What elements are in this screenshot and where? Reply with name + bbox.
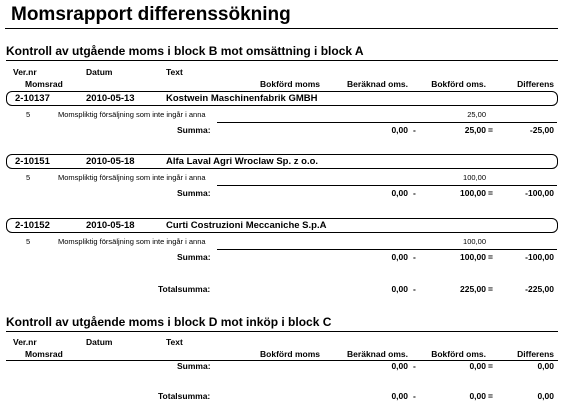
summa-minus: -	[413, 252, 416, 262]
report-title: Momsrapport differenssökning	[11, 4, 291, 25]
voucher-number: 2-10137	[15, 93, 50, 104]
line-bokford-oms: 100,00	[463, 173, 486, 182]
summa-bokford: 0,00	[469, 361, 486, 371]
summa-minus: -	[413, 188, 416, 198]
summa-divider	[217, 249, 557, 250]
summa-label: Summa:	[177, 125, 211, 135]
section-b-divider	[6, 60, 558, 61]
summa-beraknad: 0,00	[391, 188, 408, 198]
line-text: Momspliktig försäljning som inte ingår i anna	[58, 237, 206, 246]
summa-equals: =	[488, 252, 493, 262]
header-momsrad: Momsrad	[25, 349, 63, 359]
header-vernr: Ver.nr	[13, 337, 37, 347]
line-momsrad: 5	[26, 110, 31, 119]
section-d-heading: Kontroll av utgående moms i block D mot inköp i block C	[6, 315, 332, 329]
total-minus: -	[413, 284, 416, 294]
line-bokford-oms: 100,00	[463, 237, 486, 246]
header-beraknad-oms: Beräknad oms.	[347, 349, 408, 359]
total-differens: -225,00	[525, 284, 554, 294]
header-beraknad-oms: Beräknad oms.	[347, 79, 408, 89]
summa-divider	[217, 185, 557, 186]
summa-bokford: 100,00	[460, 188, 486, 198]
total-differens: 0,00	[537, 391, 554, 401]
total-label: Totalsumma:	[158, 391, 211, 401]
voucher-name: Alfa Laval Agri Wroclaw Sp. z o.o.	[166, 156, 319, 167]
summa-beraknad: 0,00	[391, 252, 408, 262]
header-text: Text	[166, 67, 183, 77]
total-label: Totalsumma:	[158, 284, 211, 294]
header-bokford-oms: Bokförd oms.	[431, 349, 486, 359]
header-datum: Datum	[86, 67, 113, 77]
title-divider	[5, 28, 558, 29]
summa-beraknad: 0,00	[391, 361, 408, 371]
header-differens: Differens	[517, 79, 554, 89]
summa-label: Summa:	[177, 252, 211, 262]
voucher-number: 2-10151	[15, 156, 50, 167]
voucher-name: Curti Costruzioni Meccaniche S.p.A	[166, 220, 327, 231]
total-beraknad: 0,00	[391, 284, 408, 294]
line-momsrad: 5	[26, 237, 31, 246]
summa-differens: -100,00	[525, 252, 554, 262]
header-differens: Differens	[517, 349, 554, 359]
summa-equals: =	[488, 125, 493, 135]
total-bokford: 0,00	[469, 391, 486, 401]
header-datum: Datum	[86, 337, 113, 347]
summa-minus: -	[413, 361, 416, 371]
voucher-date: 2010-05-18	[86, 220, 135, 231]
summa-beraknad: 0,00	[391, 125, 408, 135]
header-momsrad: Momsrad	[25, 79, 63, 89]
total-beraknad: 0,00	[391, 391, 408, 401]
summa-differens: -25,00	[529, 125, 554, 135]
summa-divider	[217, 122, 557, 123]
total-equals: =	[488, 391, 493, 401]
header-bokford-oms: Bokförd oms.	[431, 79, 486, 89]
line-momsrad: 5	[26, 173, 31, 182]
section-d-divider	[6, 331, 558, 332]
total-equals: =	[488, 284, 493, 294]
total-minus: -	[413, 391, 416, 401]
line-text: Momspliktig försäljning som inte ingår i anna	[58, 173, 206, 182]
summa-differens: -100,00	[525, 188, 554, 198]
voucher-name: Kostwein Maschinenfabrik GMBH	[166, 93, 318, 104]
summa-label: Summa:	[177, 361, 211, 371]
summa-bokford: 100,00	[460, 252, 486, 262]
voucher-date: 2010-05-18	[86, 156, 135, 167]
voucher-number: 2-10152	[15, 220, 50, 231]
line-bokford-oms: 25,00	[467, 110, 486, 119]
summa-differens: 0,00	[537, 361, 554, 371]
total-bokford: 225,00	[460, 284, 486, 294]
summa-label: Summa:	[177, 188, 211, 198]
header-bokford-moms: Bokförd moms	[260, 79, 320, 89]
summa-equals: =	[488, 188, 493, 198]
header-vernr: Ver.nr	[13, 67, 37, 77]
summa-equals: =	[488, 361, 493, 371]
line-text: Momspliktig försäljning som inte ingår i anna	[58, 110, 206, 119]
section-b-heading: Kontroll av utgående moms i block B mot omsättning i block A	[6, 44, 364, 58]
header-bokford-moms: Bokförd moms	[260, 349, 320, 359]
summa-minus: -	[413, 125, 416, 135]
summa-bokford: 25,00	[464, 125, 486, 135]
header-text: Text	[166, 337, 183, 347]
voucher-date: 2010-05-13	[86, 93, 135, 104]
